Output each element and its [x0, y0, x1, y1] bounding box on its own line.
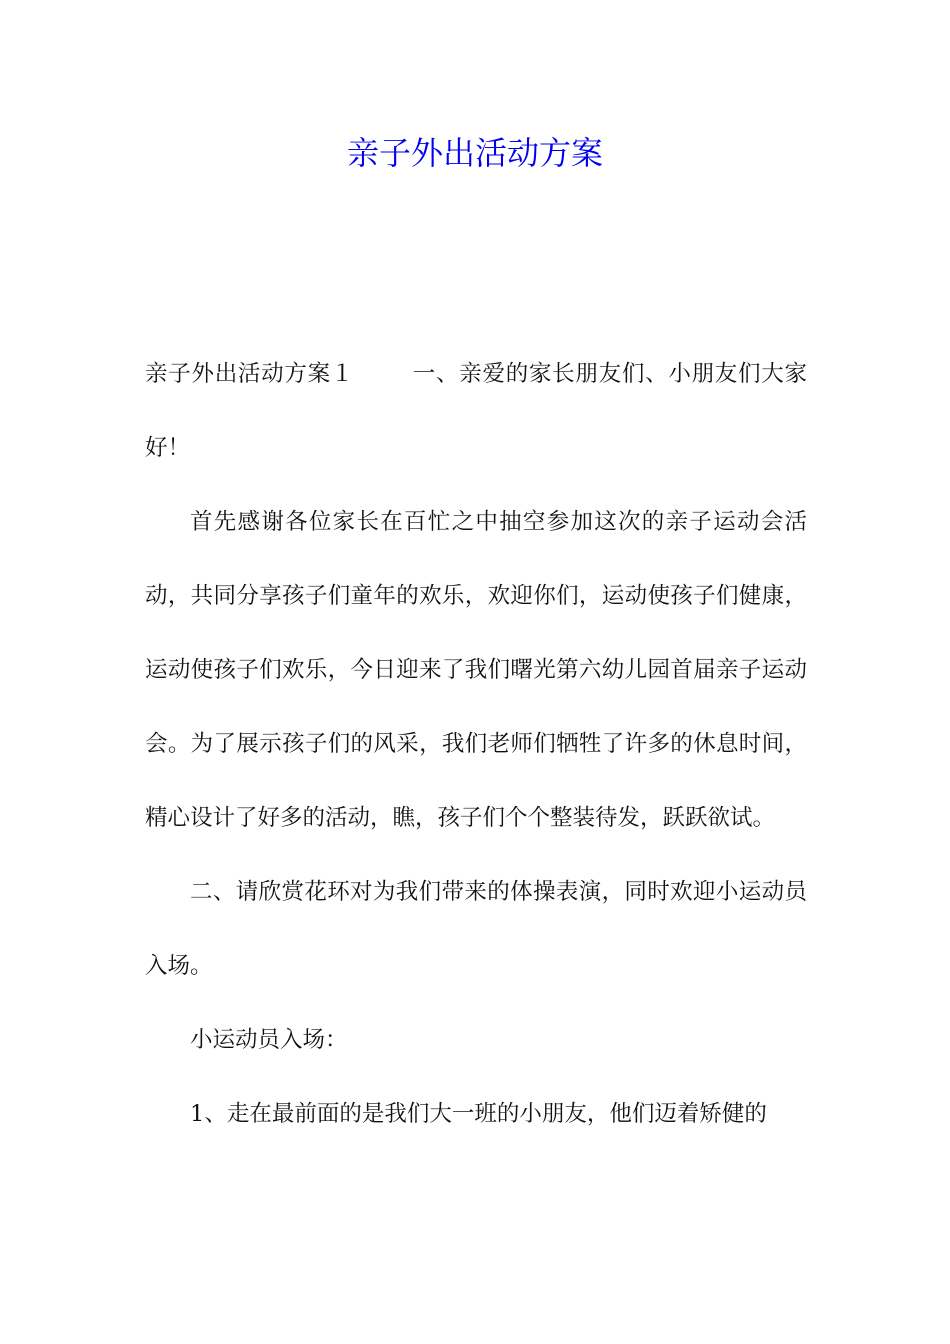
document-title: 亲子外出活动方案	[346, 134, 603, 172]
paragraph-intro	[145, 337, 807, 485]
paragraph-4: 1、走在最前面的是我们大一班的小朋友，他们迈着矫健的	[190, 1101, 767, 1127]
document-body	[145, 337, 807, 1151]
paragraph-intro-text: 一、亲爱的家长朋友们、小朋友们大家好！	[145, 361, 807, 461]
paragraph-3: 小运动员入场：	[190, 1027, 348, 1053]
paragraph-heading: 亲子外出活动方案１	[145, 361, 355, 387]
paragraph-1: 首先感谢各位家长在百忙之中抽空参加这次的亲子运动会活动，共同分享孩子们童年的欢乐，欢迎你们，运动使孩子们健康，运动使孩子们欢乐，今日迎来了我们曙光第六幼儿园首届亲子运动会。为了展示孩子们的风采，我们老师们牺牲了许多的休息时间，精心设计了好多的活动，瞧，孩子们个个整装待发，跃跃欲试。	[145, 509, 807, 831]
paragraph-2: 二、请欣赏花环对为我们带来的体操表演，同时欢迎小运动员入场。	[145, 879, 807, 979]
